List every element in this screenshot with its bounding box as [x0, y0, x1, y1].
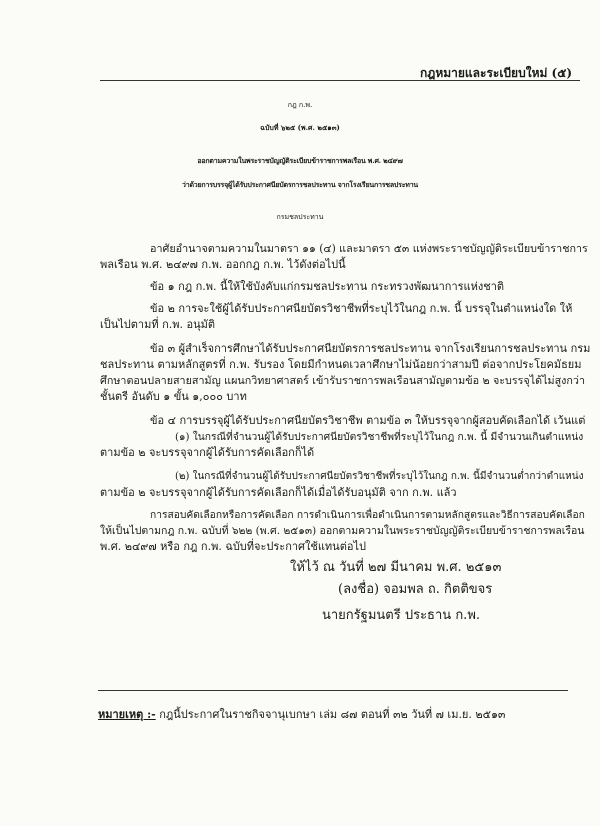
title-line-2: ฉบับที่ ๖๒๕ (พ.ศ. ๒๕๑๓)	[260, 123, 340, 132]
running-header: กฎหมายและระเบียบใหม่ (๕)	[420, 66, 572, 80]
footnote-label: หมายเหตุ :-	[98, 708, 156, 721]
signature-position: นายกรัฐมนตรี ประธาน ก.พ.	[322, 608, 481, 623]
body-line: การสอบคัดเลือกหรือการคัดเลือก การดำเนินการเพื่อดำเนินการตามหลักสูตรและวิธีการสอบคัดเลือก	[150, 509, 585, 521]
body-line: ข้อ ๑ กฎ ก.พ. นี้ให้ใช้บังคับแก่กรมชลประทาน กระทรวงพัฒนาการแห่งชาติ	[150, 280, 505, 293]
signature-date: ให้ไว้ ณ วันที่ ๒๗ มีนาคม พ.ศ. ๒๕๑๓	[290, 560, 502, 575]
body-line: ตามข้อ ๒ จะบรรจุจากผู้ได้รับการคัดเลือกก็ได้	[100, 446, 315, 459]
body-line: ให้เป็นไปตามกฎ ก.พ. ฉบับที่ ๖๒๒ (พ.ศ. ๒๕๑๓) ออกตามความในพระราชบัญญัติระเบียบข้าราชการพลเรือน	[100, 525, 585, 537]
body-line: เป็นไปตามที่ ก.พ. อนุมัติ	[100, 318, 216, 331]
body-line: ข้อ ๓ ผู้สำเร็จการศึกษาได้รับประกาศนียบัตรการชลประทาน จากโรงเรียนการชลประทาน กรม	[150, 342, 591, 355]
header-rule	[100, 80, 580, 81]
footnote-rule	[98, 690, 568, 691]
body-line: ข้อ ๒ การจะใช้ผู้ได้รับประกาศนียบัตรวิชาชีพที่ระบุไว้ในกฎ ก.พ. นี้ บรรจุในตำแหน่งใด ให้	[150, 302, 573, 315]
body-line: ศึกษาตอนปลายสายสามัญ แผนกวิทยาศาสตร์ เข้ารับราชการพลเรือนสามัญตามข้อ ๒ จะบรรจุได้ไม่สูงกว่า	[100, 374, 585, 387]
body-line: พลเรือน พ.ศ. ๒๔๙๗ ก.พ. ออกกฎ ก.พ. ไว้ดังต่อไปนี้	[100, 258, 346, 271]
footnote-text: กฎนี้ประกาศในราชกิจจานุเบกษา เล่ม ๘๗ ตอนที่ ๓๒ วันที่ ๗ เม.ย. ๒๕๑๓	[155, 708, 506, 721]
title-line-1: กฎ ก.พ.	[287, 101, 313, 109]
body-line: ตามข้อ ๒ จะบรรจุจากผู้ได้รับการคัดเลือกก็ได้เมื่อได้รับอนุมัติ จาก ก.พ. แล้ว	[100, 486, 457, 499]
body-line: พ.ศ. ๒๔๙๗ หรือ กฎ ก.พ. ฉบับที่จะประกาศใช้แทนต่อไป	[100, 540, 366, 553]
body-line: (๑) ในกรณีที่จำนวนผู้ได้รับประกาศนียบัตรวิชาชีพที่ระบุไว้ในกฎ ก.พ. นี้ มีจำนวนเกินตำแหน่ง	[175, 431, 584, 443]
title-line-5: กรมชลประทาน	[276, 213, 324, 221]
body-line: ชั้นตรี อันดับ ๑ ขั้น ๑,๐๐๐ บาท	[100, 390, 247, 403]
body-line: อาศัยอำนาจตามความในมาตรา ๑๑ (๔) และมาตรา ๕๓ แห่งพระราชบัญญัติระเบียบข้าราชการ	[150, 242, 588, 255]
title-line-4: ว่าด้วยการบรรจุผู้ได้รับประกาศนียบัตรการชลประทาน จากโรงเรียนการชลประทาน	[181, 180, 419, 189]
title-line-3: ออกตามความในพระราชบัญญัติระเบียบข้าราชการพลเรือน พ.ศ. ๒๔๙๗	[197, 156, 403, 165]
body-line: ข้อ ๔ การบรรจุผู้ได้รับประกาศนียบัตรวิชาชีพ ตามข้อ ๓ ให้บรรจุจากผู้สอบคัดเลือกได้ เว้นแต่	[150, 414, 586, 427]
footnote	[98, 705, 505, 723]
body-line: ชลประทาน ตามหลักสูตรที่ ก.พ. รับรอง โดยมีกำหนดเวลาศึกษาไม่น้อยกว่าสามปี ต่อจากประโยคมัธยม	[100, 358, 582, 371]
body-line: (๒) ในกรณีที่จำนวนผู้ได้รับประกาศนียบัตรวิชาชีพที่ระบุไว้ในกฎ ก.พ. นี้มีจำนวนต่ำกว่าตำแหน่ง	[175, 471, 584, 482]
signature-name: (ลงชื่อ) จอมพล ถ. กิตติขจร	[338, 582, 493, 597]
